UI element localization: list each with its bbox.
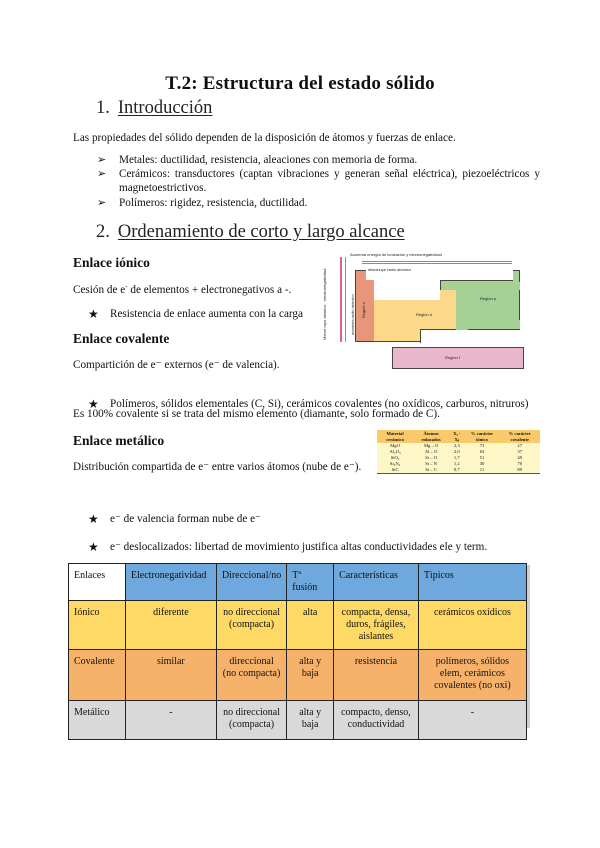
star-bullet-icon: ★ <box>88 397 99 411</box>
heading-enlace-metalico: Enlace metálico <box>73 433 165 448</box>
star-bullet-icon: ★ <box>88 512 99 526</box>
covalente-note: Es 100% covalente si se trata del mismo elemento (diamante, solo formado de C). <box>73 408 440 420</box>
horizontal-arrow <box>362 261 512 262</box>
list-item: ➢ Polímeros: rigidez, resistencia, ductilidad. <box>97 196 308 209</box>
arrow-bullet-icon: ➢ <box>97 154 107 166</box>
intro-paragraph: Las propiedades del sólido dependen de la disposición de átomos y fuerzas de enlace. <box>73 132 456 144</box>
table-row: SiC Si – C 0,7 11 89 <box>377 467 540 474</box>
table-row: Si₃N₄ Si – N 1,2 30 70 <box>377 461 540 467</box>
table-row-metalico: Metálico - no direccional (compacta) alta y baja compacto, denso, conductividad - <box>69 701 527 740</box>
section-title: Ordenamiento de corto y largo alcance <box>117 222 405 242</box>
heading-enlace-ionico: Enlace iónico <box>73 255 150 270</box>
table-header-row: Material cerámico Átomos enlazados Xₐ - Xᵦ % carácter iónico % carácter covalente <box>377 430 540 443</box>
arrow-bullet-icon: ➢ <box>97 168 107 181</box>
region-s-block: Región s <box>355 280 374 342</box>
covalente-text: Compartición de e⁻ externos (e⁻ de valencia). <box>73 359 280 371</box>
region-f-block: Región f <box>392 347 524 369</box>
section-number: 2. <box>96 222 110 242</box>
intro-bullet-list <box>97 153 540 210</box>
page-title: T.2: Estructura del estado sólido <box>165 73 435 94</box>
section-title: Introducción <box>117 98 213 118</box>
metalico-bullet: ★ e⁻ de valencia forman nube de e⁻ <box>88 512 261 526</box>
heading-enlace-covalente: Enlace covalente <box>73 331 170 346</box>
table-row: Al₂O₃ Al – O 2,0 63 37 <box>377 449 540 455</box>
section-number: 1. <box>96 98 110 118</box>
metalico-text: Distribución compartida de e⁻ entre varios átomos (nube de e⁻). <box>73 461 362 473</box>
table-row: MgO Mg – O 2,3 73 27 <box>377 443 540 449</box>
region-d-block: Región d <box>374 300 469 342</box>
vertical-arrow <box>340 257 342 342</box>
star-bullet-icon: ★ <box>88 540 99 554</box>
list-item: ➢ Metales: ductilidad, resistencia, aleaciones con memoria de forma. <box>97 154 418 166</box>
bond-comparison-table <box>68 563 527 740</box>
ionico-bullet: ★ Resistencia de enlace aumenta con la carga <box>88 307 303 321</box>
region-p-block: Región p <box>456 290 520 330</box>
list-item: ➢ Cerámicos: transductores (captan vibraciones y generan señal eléctrica), piezoeléctricos y magnetoestrictivos. <box>97 168 540 195</box>
ionic-character-table <box>377 430 540 474</box>
arrow-bullet-icon: ➢ <box>97 196 107 209</box>
section-heading-introduccion <box>96 98 212 119</box>
covalente-bullet: ★ Polímeros, sólidos elementales (C, Si), cerámicos covalentes (no oxídicos, carburos, nitruros) <box>88 397 529 411</box>
section-heading-ordenamiento <box>96 222 405 243</box>
metalico-bullet: ★ e⁻ deslocalizados: libertad de movimiento justifica altas conductividades ele y term. <box>88 540 488 554</box>
table-row-ionico: Iónico diferente no direccional (compacta) alta compacta, densa, duros, frágiles, aislantes cerámicos oxídicos <box>69 601 527 650</box>
table-header-row: Enlaces Electronegatividad Direccional/no Tª fusión Características Típicos <box>69 564 527 601</box>
star-bullet-icon: ★ <box>88 307 99 321</box>
table-row-covalente: Covalente similar direccional (no compacta) alta y baja resistencia polímeros, sólidos elem, cerámicos covalentes (no oxi) <box>69 650 527 701</box>
periodic-table-figure: Menor rayo atómico · electronegatividad aumenta radio atómico Aumenta energía de ionización y electronegatividad disminuye radio atómico Región s Región d Región p Región f <box>320 245 540 375</box>
ionico-text: Cesión de e- de elementos + electronegativos a -. <box>73 282 292 296</box>
table-row: SiO₂ Si – O 1,7 51 49 <box>377 455 540 461</box>
